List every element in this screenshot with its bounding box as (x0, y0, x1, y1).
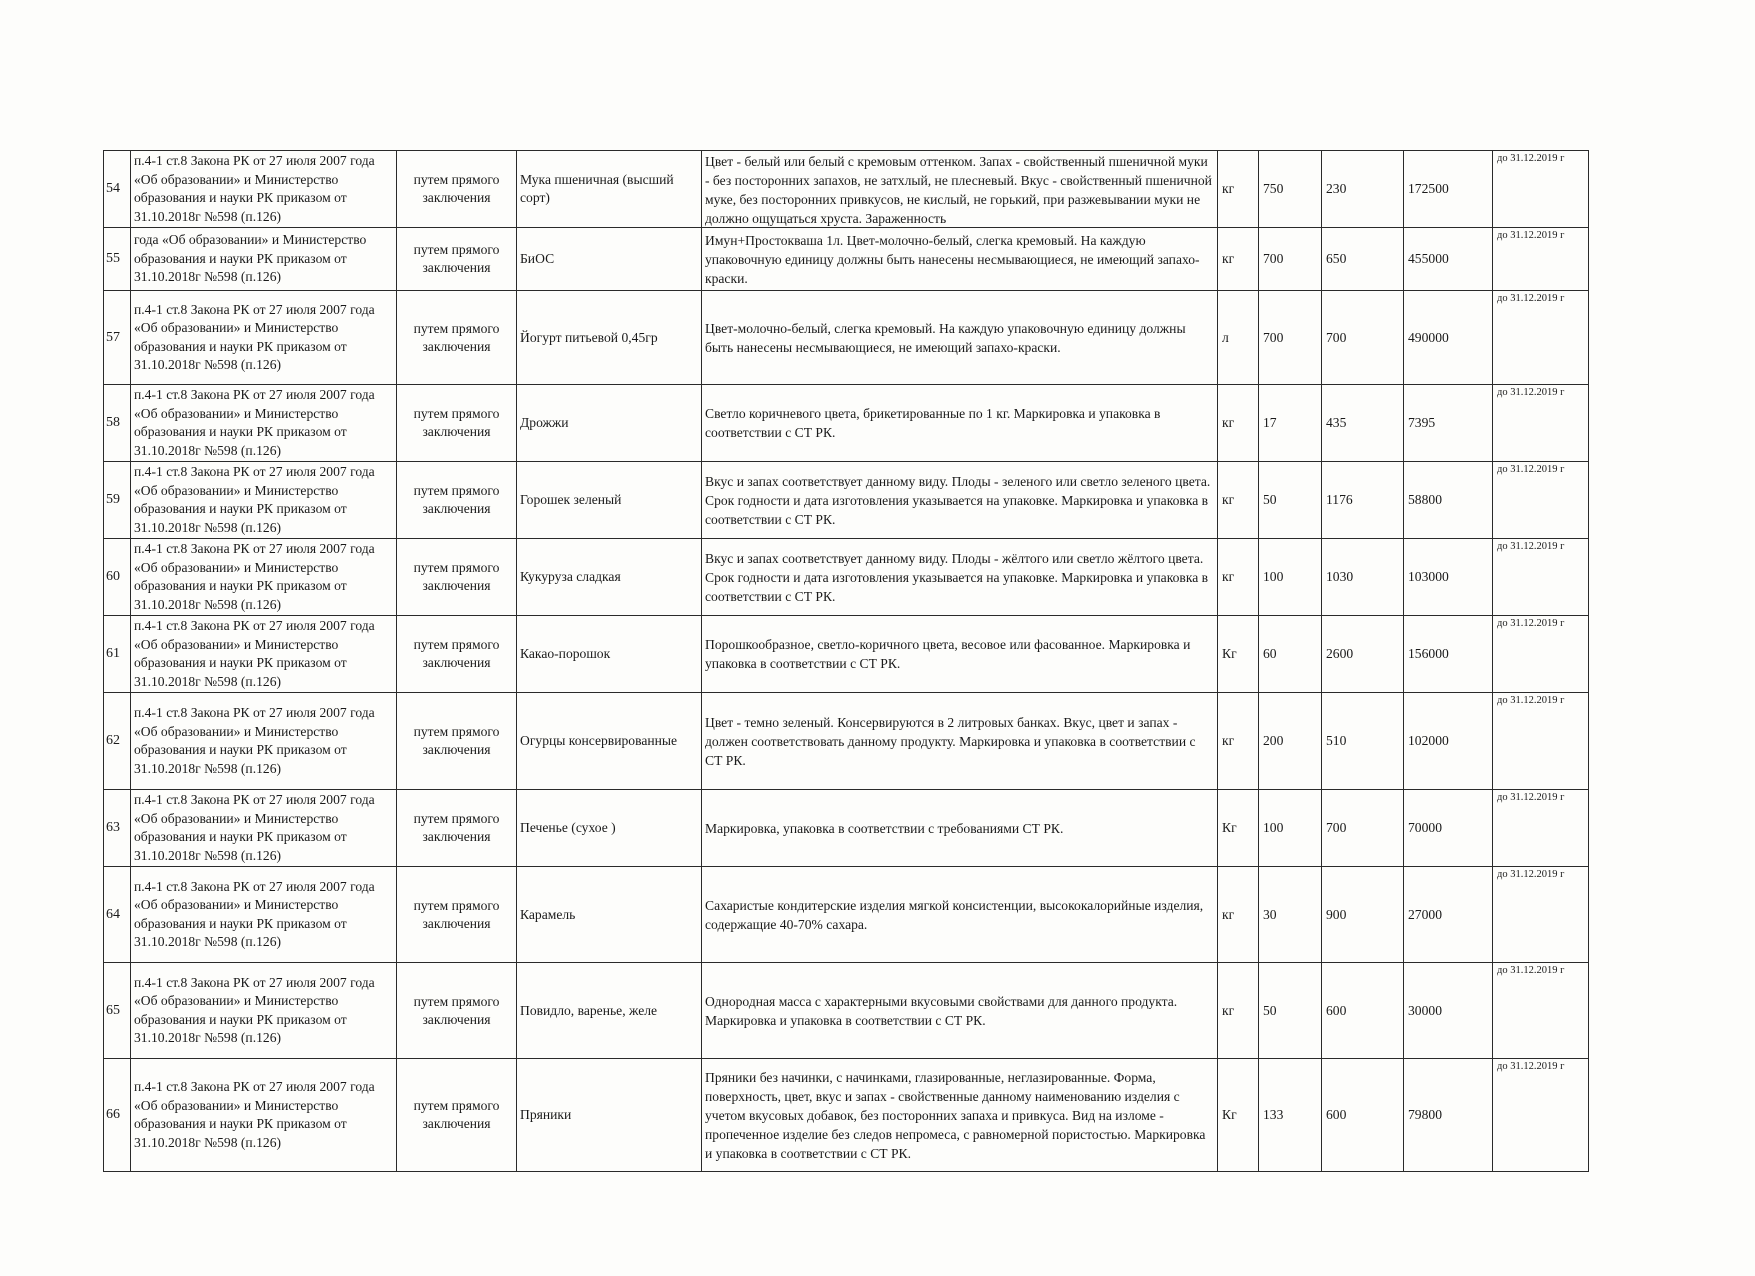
total-amount: 27000 (1404, 867, 1493, 963)
total-amount: 455000 (1404, 228, 1493, 291)
total-amount: 156000 (1404, 616, 1493, 693)
quantity: 50 (1259, 963, 1322, 1059)
row-number: 62 (104, 693, 131, 790)
table-row (104, 963, 1589, 1059)
procurement-method: путем прямого заключения (397, 151, 517, 228)
unit: кг (1218, 151, 1259, 228)
legal-basis: п.4-1 ст.8 Закона РК от 27 июля 2007 года «Об образовании» и Министерство образования и науки РК приказом от 31.10.2018г №598 (п.126) (131, 462, 397, 539)
quantity: 200 (1259, 693, 1322, 790)
delivery-term: до 31.12.2019 г (1493, 616, 1589, 693)
quantity: 50 (1259, 462, 1322, 539)
product-name: Пряники (517, 1059, 702, 1172)
product-description: Однородная масса с характерными вкусовыми свойствами для данного продукта. Маркировка и упаковка в соответствии с СТ РК. (702, 963, 1218, 1059)
total-amount: 490000 (1404, 291, 1493, 385)
delivery-term: до 31.12.2019 г (1493, 151, 1589, 228)
total-amount: 30000 (1404, 963, 1493, 1059)
legal-basis: п.4-1 ст.8 Закона РК от 27 июля 2007 года «Об образовании» и Министерство образования и науки РК приказом от 31.10.2018г №598 (п.126) (131, 151, 397, 228)
unit-price: 1030 (1322, 539, 1404, 616)
legal-basis: п.4-1 ст.8 Закона РК от 27 июля 2007 года «Об образовании» и Министерство образования и науки РК приказом от 31.10.2018г №598 (п.126) (131, 963, 397, 1059)
total-amount: 79800 (1404, 1059, 1493, 1172)
delivery-term: до 31.12.2019 г (1493, 291, 1589, 385)
unit: кг (1218, 867, 1259, 963)
procurement-method: путем прямого заключения (397, 616, 517, 693)
product-description: Светло коричневого цвета, брикетированные по 1 кг. Маркировка и упаковка в соответствии с СТ РК. (702, 385, 1218, 462)
unit-price: 1176 (1322, 462, 1404, 539)
table-row (104, 385, 1589, 462)
unit: кг (1218, 539, 1259, 616)
product-name: Повидло, варенье, желе (517, 963, 702, 1059)
product-name: Огурцы консервированные (517, 693, 702, 790)
product-name: Йогурт питьевой 0,45гр (517, 291, 702, 385)
unit: кг (1218, 693, 1259, 790)
table-row (104, 693, 1589, 790)
unit: л (1218, 291, 1259, 385)
unit: Кг (1218, 1059, 1259, 1172)
product-description: Сахаристые кондитерские изделия мягкой консистенции, высококалорийные изделия, содержащие 40-70% сахара. (702, 867, 1218, 963)
product-name: Какао-порошок (517, 616, 702, 693)
legal-basis: п.4-1 ст.8 Закона РК от 27 июля 2007 года «Об образовании» и Министерство образования и науки РК приказом от 31.10.2018г №598 (п.126) (131, 1059, 397, 1172)
procurement-method: путем прямого заключения (397, 385, 517, 462)
quantity: 60 (1259, 616, 1322, 693)
row-number: 65 (104, 963, 131, 1059)
unit-price: 700 (1322, 790, 1404, 867)
delivery-term: до 31.12.2019 г (1493, 228, 1589, 291)
procurement-method: путем прямого заключения (397, 867, 517, 963)
unit: кг (1218, 228, 1259, 291)
unit-price: 600 (1322, 963, 1404, 1059)
total-amount: 102000 (1404, 693, 1493, 790)
quantity: 750 (1259, 151, 1322, 228)
unit-price: 650 (1322, 228, 1404, 291)
product-name: БиОС (517, 228, 702, 291)
product-description: Вкус и запах соответствует данному виду. Плоды - зеленого или светло зеленого цвета. Срок годности и дата изготовления указывается на упаковке. Маркировка и упаковка в соответствии с СТ РК. (702, 462, 1218, 539)
quantity: 17 (1259, 385, 1322, 462)
unit-price: 700 (1322, 291, 1404, 385)
delivery-term: до 31.12.2019 г (1493, 963, 1589, 1059)
unit: Кг (1218, 616, 1259, 693)
quantity: 700 (1259, 228, 1322, 291)
row-number: 64 (104, 867, 131, 963)
total-amount: 58800 (1404, 462, 1493, 539)
procurement-method: путем прямого заключения (397, 228, 517, 291)
product-description: Порошкообразное, светло-коричного цвета, весовое или фасованное. Маркировка и упаковка в соответствии с СТ РК. (702, 616, 1218, 693)
quantity: 30 (1259, 867, 1322, 963)
table-body (104, 151, 1589, 1172)
table-row (104, 291, 1589, 385)
row-number: 58 (104, 385, 131, 462)
legal-basis: п.4-1 ст.8 Закона РК от 27 июля 2007 года «Об образовании» и Министерство образования и науки РК приказом от 31.10.2018г №598 (п.126) (131, 539, 397, 616)
row-number: 66 (104, 1059, 131, 1172)
product-name: Кукуруза сладкая (517, 539, 702, 616)
procurement-method: путем прямого заключения (397, 462, 517, 539)
product-description: Цвет - темно зеленый. Консервируются в 2 литровых банках. Вкус, цвет и запах - должен соответствовать данному продукту. Маркировка и упаковка в соответствии с СТ РК. (702, 693, 1218, 790)
total-amount: 7395 (1404, 385, 1493, 462)
delivery-term: до 31.12.2019 г (1493, 1059, 1589, 1172)
total-amount: 172500 (1404, 151, 1493, 228)
table-row (104, 462, 1589, 539)
product-name: Дрожжи (517, 385, 702, 462)
unit: кг (1218, 462, 1259, 539)
product-description: Имун+Простокваша 1л. Цвет-молочно-белый, слегка кремовый. На каждую упаковочную единицу должны быть нанесены несмывающиеся, не имеющий запахо-краски. (702, 228, 1218, 291)
unit-price: 2600 (1322, 616, 1404, 693)
quantity: 100 (1259, 539, 1322, 616)
description-text: Цвет - белый или белый с кремовым оттенком. Запах - свойственный пшеничной муки - без посторонних запахов, не затхлый, не плесневый. Вкус - свойственный пшеничной муке, без посторонних привкусов, не кислый, не горький, при разжевывании муки не должно ощущаться хруста. Зараженность (705, 154, 1212, 226)
unit-price: 510 (1322, 693, 1404, 790)
row-number: 61 (104, 616, 131, 693)
procurement-method: путем прямого заключения (397, 963, 517, 1059)
delivery-term: до 31.12.2019 г (1493, 790, 1589, 867)
row-number: 57 (104, 291, 131, 385)
total-amount: 103000 (1404, 539, 1493, 616)
unit-price: 435 (1322, 385, 1404, 462)
quantity: 133 (1259, 1059, 1322, 1172)
row-number: 60 (104, 539, 131, 616)
table-row (104, 616, 1589, 693)
procurement-method: путем прямого заключения (397, 539, 517, 616)
legal-basis: года «Об образовании» и Министерство образования и науки РК приказом от 31.10.2018г №598 (п.126) (131, 228, 397, 291)
procurement-table-sheet (103, 150, 1588, 1172)
product-description: Пряники без начинки, с начинками, глазированные, неглазированные. Форма, поверхность, цвет, вкус и запах - свойственные данному наименованию изделия с учетом вкусовых добавок, без посторонних запаха и привкуса. Вид на изломе - пропеченное изделие без следов непромеса, с равномерной пористостью. Маркировка и упаковка в соответствии с СТ РК. (702, 1059, 1218, 1172)
delivery-term: до 31.12.2019 г (1493, 693, 1589, 790)
product-name: Мука пшеничная (высший сорт) (517, 151, 702, 228)
table-row (104, 790, 1589, 867)
row-number: 55 (104, 228, 131, 291)
product-description: Цвет-молочно-белый, слегка кремовый. На каждую упаковочную единицу должны быть нанесены несмывающиеся, не имеющий запахо-краски. (702, 291, 1218, 385)
row-number: 63 (104, 790, 131, 867)
unit: Кг (1218, 790, 1259, 867)
quantity: 700 (1259, 291, 1322, 385)
unit-price: 900 (1322, 867, 1404, 963)
product-name: Горошек зеленый (517, 462, 702, 539)
product-description (702, 151, 1218, 228)
delivery-term: до 31.12.2019 г (1493, 867, 1589, 963)
legal-basis: п.4-1 ст.8 Закона РК от 27 июля 2007 года «Об образовании» и Министерство образования и науки РК приказом от 31.10.2018г №598 (п.126) (131, 385, 397, 462)
table-row (104, 151, 1589, 228)
delivery-term: до 31.12.2019 г (1493, 462, 1589, 539)
procurement-method: путем прямого заключения (397, 790, 517, 867)
table-row (104, 1059, 1589, 1172)
unit: кг (1218, 385, 1259, 462)
procurement-method: путем прямого заключения (397, 291, 517, 385)
unit: кг (1218, 963, 1259, 1059)
product-name: Печенье (сухое ) (517, 790, 702, 867)
procurement-method: путем прямого заключения (397, 1059, 517, 1172)
delivery-term: до 31.12.2019 г (1493, 539, 1589, 616)
table-row (104, 228, 1589, 291)
row-number: 59 (104, 462, 131, 539)
quantity: 100 (1259, 790, 1322, 867)
legal-basis: п.4-1 ст.8 Закона РК от 27 июля 2007 года «Об образовании» и Министерство образования и науки РК приказом от 31.10.2018г №598 (п.126) (131, 291, 397, 385)
legal-basis: п.4-1 ст.8 Закона РК от 27 июля 2007 года «Об образовании» и Министерство образования и науки РК приказом от 31.10.2018г №598 (п.126) (131, 867, 397, 963)
total-amount: 70000 (1404, 790, 1493, 867)
row-number: 54 (104, 151, 131, 228)
delivery-term: до 31.12.2019 г (1493, 385, 1589, 462)
unit-price: 600 (1322, 1059, 1404, 1172)
unit-price: 230 (1322, 151, 1404, 228)
procurement-table (103, 150, 1589, 1172)
legal-basis: п.4-1 ст.8 Закона РК от 27 июля 2007 года «Об образовании» и Министерство образования и науки РК приказом от 31.10.2018г №598 (п.126) (131, 790, 397, 867)
product-description: Вкус и запах соответствует данному виду. Плоды - жёлтого или светло жёлтого цвета. Срок годности и дата изготовления указывается на упаковке. Маркировка и упаковка в соответствии с СТ РК. (702, 539, 1218, 616)
procurement-method: путем прямого заключения (397, 693, 517, 790)
product-description: Маркировка, упаковка в соответствии с требованиями СТ РК. (702, 790, 1218, 867)
legal-basis: п.4-1 ст.8 Закона РК от 27 июля 2007 года «Об образовании» и Министерство образования и науки РК приказом от 31.10.2018г №598 (п.126) (131, 693, 397, 790)
table-row (104, 867, 1589, 963)
product-name: Карамель (517, 867, 702, 963)
legal-basis: п.4-1 ст.8 Закона РК от 27 июля 2007 года «Об образовании» и Министерство образования и науки РК приказом от 31.10.2018г №598 (п.126) (131, 616, 397, 693)
table-row (104, 539, 1589, 616)
